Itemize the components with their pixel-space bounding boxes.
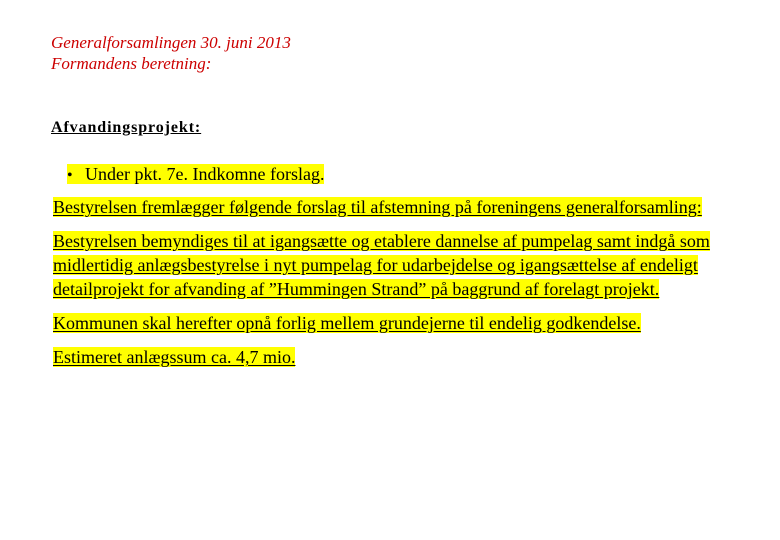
cost-estimate-paragraph [53, 345, 719, 369]
proposal-body-line-3: detailprojekt for afvanding af ”Hummingen Strand” på baggrund af forelagt projekt. [53, 279, 660, 299]
settlement-paragraph [53, 311, 719, 335]
section-heading: Afvandingsprojekt: [51, 119, 202, 136]
bullet-item [67, 162, 324, 188]
bullet-icon: • [67, 167, 73, 184]
proposal-body-line-1: Bestyrelsen bemyndiges til at igangsætte og etablere dannelse af pumpelag samt indgå som [53, 231, 710, 251]
proposal-intro-paragraph [53, 195, 719, 219]
proposal-intro-text: Bestyrelsen fremlægger følgende forslag til afstemning på foreningens generalforsamling: [53, 197, 702, 217]
proposal-body-paragraph [53, 229, 719, 301]
meeting-title: Generalforsamlingen 30. juni 2013 [51, 33, 291, 52]
cost-estimate-text: Estimeret anlægssum ca. 4,7 mio. [53, 347, 296, 367]
settlement-text: Kommunen skal herefter opnå forlig mellem grundejerne til endelig godkendelse. [53, 313, 641, 333]
document-header [51, 32, 291, 74]
report-subtitle: Formandens beretning: [51, 54, 212, 73]
proposal-body-line-2: midlertidig anlægsbestyrelse i nyt pumpelag for udarbejdelse og igangsættelse af endeligt [53, 255, 698, 275]
bullet-text: Under pkt. 7e. Indkomne forslag. [85, 164, 325, 184]
